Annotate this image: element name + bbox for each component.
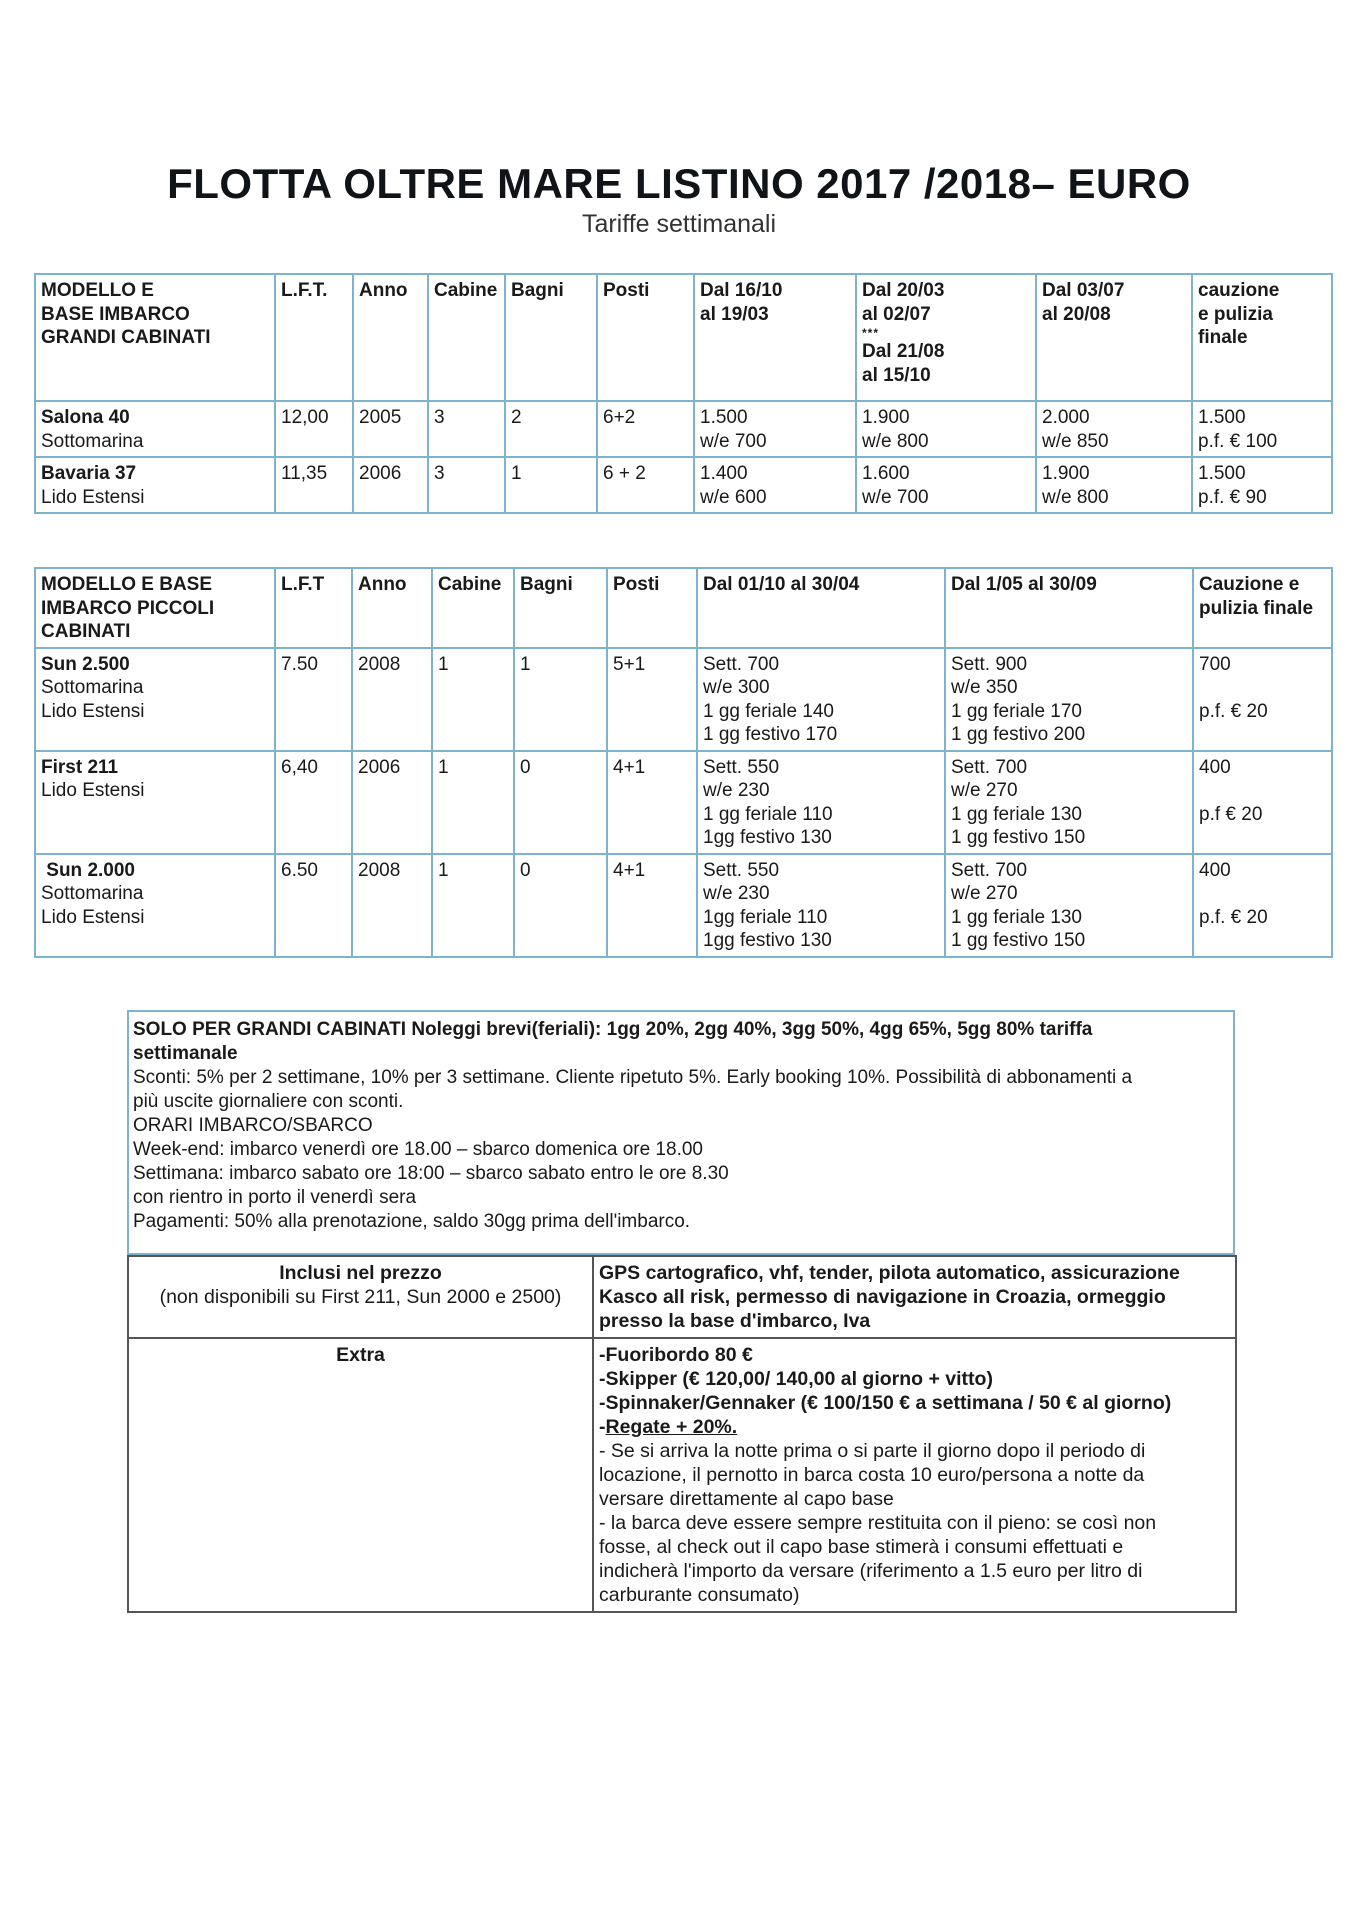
rental-notes-box: [127, 1010, 1235, 1255]
header-cabine: Cabine: [428, 274, 505, 401]
header-posti: Posti: [597, 274, 694, 401]
header-period-2: Dal 20/03 al 02/07 *** Dal 21/08 al 15/10: [856, 274, 1036, 401]
included-label-cell: [128, 1256, 593, 1338]
price-cell: Sett. 700 w/e 270 1 gg feriale 130 1 gg festivo 150: [945, 751, 1193, 854]
notes-line: Sconti: 5% per 2 settimane, 10% per 3 settimane. Cliente ripetuto 5%. Early booking 10%. Possibilità di abbonamenti a: [133, 1067, 1133, 1088]
model-cell: Bavaria 37 Lido Estensi: [35, 457, 275, 513]
notes-line: con rientro in porto il venerdì sera: [133, 1187, 417, 1208]
deposit-cell: 400 p.f € 20: [1193, 751, 1332, 854]
lft-cell: 6,40: [275, 751, 352, 854]
lft-cell: 12,00: [275, 401, 353, 457]
price-cell: Sett. 700 w/e 270 1 gg feriale 130 1 gg festivo 150: [945, 854, 1193, 957]
model-cell: Sun 2.500 Sottomarina Lido Estensi: [35, 648, 275, 751]
cabine-cell: 3: [428, 401, 505, 457]
notes-line: Settimana: imbarco sabato ore 18:00 – sbarco sabato entro le ore 8.30: [133, 1163, 729, 1184]
notes-line: Pagamenti: 50% alla prenotazione, saldo 30gg prima dell'imbarco.: [133, 1211, 691, 1232]
price-cell: Sett. 900 w/e 350 1 gg feriale 170 1 gg festivo 200: [945, 648, 1193, 751]
price-cell: Sett. 700 w/e 300 1 gg feriale 140 1 gg festivo 170: [697, 648, 945, 751]
price-cell: 1.900 w/e 800: [856, 401, 1036, 457]
header-cabine: Cabine: [432, 568, 514, 648]
extra-items-cell: -Fuoribordo 80 € -Skipper (€ 120,00/ 140,00 al giorno + vitto) -Spinnaker/Gennaker (€ 100/150 € a settimana / 50 € al giorno) -Regate + 20%. - Se si arriva la notte prima o si parte il giorno dopo il periodo di locazione, il pernotto in barca costa 10 euro/persona a notte da versare direttamente al capo base - la barca deve essere sempre restituita con il pieno: se così non fosse, al check out il capo base stimerà i consumi effettuati e indicherà l'importo da versare (riferimento a 1.5 euro per litro di carburante consumato): [593, 1338, 1236, 1612]
table-row: [35, 751, 1332, 854]
extra-label: Extra: [128, 1338, 593, 1612]
lft-cell: 11,35: [275, 457, 353, 513]
model-cell: Sun 2.000 Sottomarina Lido Estensi: [35, 854, 275, 957]
anno-cell: 2008: [352, 854, 432, 957]
notes-heading: SOLO PER GRANDI CABINATI Noleggi brevi(feriali): 1gg 20%, 2gg 40%, 3gg 50%, 4gg 65%, 5gg 80% tariffa: [133, 1019, 1093, 1040]
deposit-cell: 400 p.f. € 20: [1193, 854, 1332, 957]
included-items-cell: GPS cartografico, vhf, tender, pilota automatico, assicurazione Kasco all risk, permesso di navigazione in Croazia, ormeggio presso la base d'imbarco, Iva: [593, 1256, 1236, 1338]
small-boats-price-table: [34, 567, 1333, 958]
notes-line: più uscite giornaliere con sconti.: [133, 1091, 404, 1112]
header-bagni: Bagni: [505, 274, 597, 401]
anno-cell: 2006: [353, 457, 428, 513]
header-bagni: Bagni: [514, 568, 607, 648]
price-cell: 1.900 w/e 800: [1036, 457, 1192, 513]
header-period-3: Dal 03/07 al 20/08: [1036, 274, 1192, 401]
lft-cell: 6.50: [275, 854, 352, 957]
cabine-cell: 1: [432, 751, 514, 854]
regate-note: Regate + 20%.: [605, 1416, 738, 1438]
price-cell: 2.000 w/e 850: [1036, 401, 1192, 457]
page-subtitle: Tariffe settimanali: [581, 210, 777, 238]
anno-cell: 2006: [352, 751, 432, 854]
included-row: [128, 1256, 1236, 1338]
header-lft: L.F.T.: [275, 274, 353, 401]
page-title: FLOTTA OLTRE MARE LISTINO 2017 /2018– EURO: [167, 160, 1191, 207]
posti-cell: 4+1: [607, 751, 697, 854]
deposit-cell: 700 p.f. € 20: [1193, 648, 1332, 751]
price-cell: Sett. 550 w/e 230 1gg feriale 110 1gg festivo 130: [697, 854, 945, 957]
anno-cell: 2005: [353, 401, 428, 457]
posti-cell: 6 + 2: [597, 457, 694, 513]
model-cell: First 211 Lido Estensi: [35, 751, 275, 854]
price-cell: 1.600 w/e 700: [856, 457, 1036, 513]
bagni-cell: 0: [514, 751, 607, 854]
cabine-cell: 1: [432, 648, 514, 751]
header-posti: Posti: [607, 568, 697, 648]
header-period-low: Dal 01/10 al 30/04: [697, 568, 945, 648]
posti-cell: 6+2: [597, 401, 694, 457]
posti-cell: 5+1: [607, 648, 697, 751]
anno-cell: 2008: [352, 648, 432, 751]
table-header-row: [35, 274, 1332, 401]
header-period-high: Dal 1/05 al 30/09: [945, 568, 1193, 648]
notes-line: Week-end: imbarco venerdì ore 18.00 – sbarco domenica ore 18.00: [133, 1139, 703, 1160]
header-model: MODELLO E BASE IMBARCO PICCOLI CABINATI: [35, 568, 275, 648]
asterisks: ***: [862, 326, 880, 340]
table-row: [35, 457, 1332, 513]
table-row: [35, 854, 1332, 957]
cabine-cell: 3: [428, 457, 505, 513]
header-anno: Anno: [352, 568, 432, 648]
deposit-cell: 1.500 p.f. € 90: [1192, 457, 1332, 513]
header-anno: Anno: [353, 274, 428, 401]
extra-row: [128, 1338, 1236, 1612]
bagni-cell: 1: [505, 457, 597, 513]
notes-line: ORARI IMBARCO/SBARCO: [133, 1115, 373, 1136]
cabine-cell: 1: [432, 854, 514, 957]
lft-cell: 7.50: [275, 648, 352, 751]
header-deposit: cauzione e pulizia finale: [1192, 274, 1332, 401]
header-period-1: Dal 16/10 al 19/03: [694, 274, 856, 401]
included-sublabel: (non disponibili su First 211, Sun 2000 e 2500): [159, 1286, 562, 1308]
included-label: Inclusi nel prezzo: [279, 1262, 442, 1284]
deposit-cell: 1.500 p.f. € 100: [1192, 401, 1332, 457]
notes-heading-cont: settimanale: [133, 1043, 238, 1064]
bagni-cell: 0: [514, 854, 607, 957]
price-cell: 1.500 w/e 700: [694, 401, 856, 457]
header-lft: L.F.T: [275, 568, 352, 648]
price-cell: Sett. 550 w/e 230 1 gg feriale 110 1gg festivo 130: [697, 751, 945, 854]
bagni-cell: 2: [505, 401, 597, 457]
posti-cell: 4+1: [607, 854, 697, 957]
model-cell: Salona 40 Sottomarina: [35, 401, 275, 457]
price-cell: 1.400 w/e 600: [694, 457, 856, 513]
header-deposit: Cauzione e pulizia finale: [1193, 568, 1332, 648]
bagni-cell: 1: [514, 648, 607, 751]
table-row: [35, 648, 1332, 751]
big-boats-price-table: [34, 273, 1333, 514]
table-header-row: [35, 568, 1332, 648]
header-model: MODELLO E BASE IMBARCO GRANDI CABINATI: [35, 274, 275, 401]
included-extra-table: [127, 1255, 1237, 1613]
table-row: [35, 401, 1332, 457]
